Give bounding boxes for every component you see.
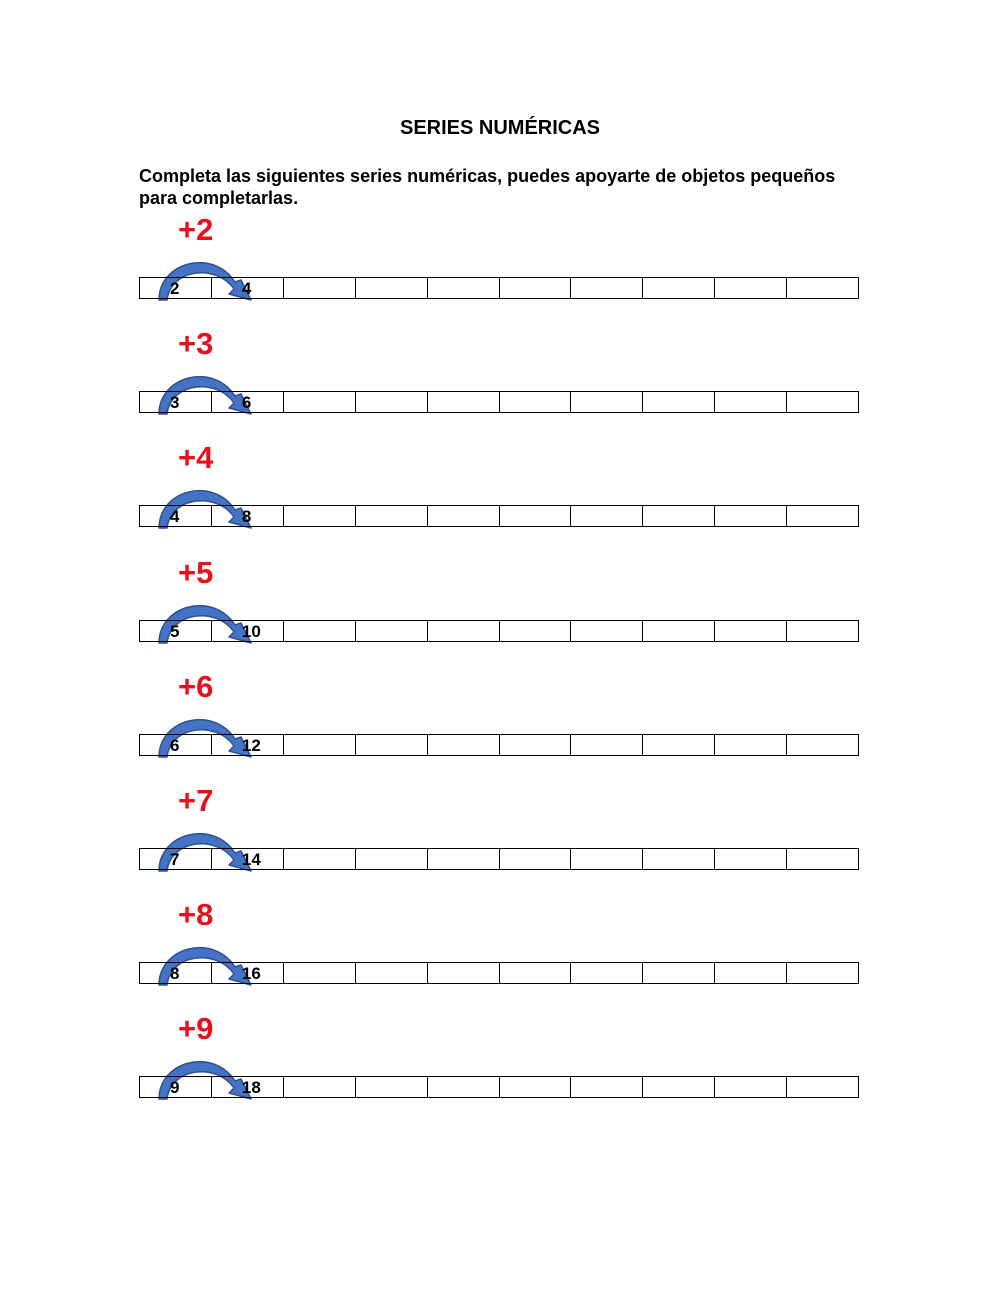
answer-cell[interactable]	[643, 278, 715, 298]
answer-cell[interactable]	[500, 506, 572, 526]
given-number-cell: 4	[212, 278, 284, 298]
answer-cell[interactable]	[715, 278, 787, 298]
given-number-cell: 16	[212, 963, 284, 983]
given-number-cell: 6	[212, 392, 284, 412]
answer-cell[interactable]	[787, 392, 859, 412]
given-number-cell: 18	[212, 1077, 284, 1097]
answer-cell[interactable]	[284, 735, 356, 755]
answer-cell[interactable]	[428, 1077, 500, 1097]
answer-cell[interactable]	[787, 621, 859, 641]
answer-cell[interactable]	[715, 621, 787, 641]
answer-cell[interactable]	[500, 621, 572, 641]
series-row	[139, 212, 859, 302]
answer-cell[interactable]	[500, 735, 572, 755]
number-cells	[139, 505, 859, 527]
answer-cell[interactable]	[571, 392, 643, 412]
number-cells	[139, 620, 859, 642]
given-number-cell: 4	[140, 506, 212, 526]
answer-cell[interactable]	[428, 849, 500, 869]
answer-cell[interactable]	[428, 506, 500, 526]
step-label: +2	[178, 212, 214, 247]
answer-cell[interactable]	[284, 1077, 356, 1097]
answer-cell[interactable]	[571, 849, 643, 869]
answer-cell[interactable]	[356, 735, 428, 755]
given-number-cell: 6	[140, 735, 212, 755]
answer-cell[interactable]	[356, 278, 428, 298]
answer-cell[interactable]	[356, 506, 428, 526]
instructions-text: Completa las siguientes series numéricas, puedes apoyarte de objetos pequeños para completarlas.	[139, 166, 836, 208]
step-label: +8	[178, 897, 214, 933]
answer-cell[interactable]	[715, 735, 787, 755]
answer-cell[interactable]	[571, 621, 643, 641]
step-label: +4	[178, 440, 214, 476]
answer-cell[interactable]	[500, 849, 572, 869]
given-number-cell: 8	[212, 506, 284, 526]
answer-cell[interactable]	[356, 392, 428, 412]
number-cells	[139, 962, 859, 984]
given-number-cell: 5	[140, 621, 212, 641]
answer-cell[interactable]	[787, 506, 859, 526]
answer-cell[interactable]	[787, 849, 859, 869]
answer-cell[interactable]	[356, 1077, 428, 1097]
answer-cell[interactable]	[643, 392, 715, 412]
answer-cell[interactable]	[500, 392, 572, 412]
answer-cell[interactable]	[643, 1077, 715, 1097]
step-label: +9	[178, 1011, 214, 1047]
series-row	[139, 440, 859, 530]
number-cells	[139, 848, 859, 870]
answer-cell[interactable]	[715, 392, 787, 412]
page-title: SERIES NUMÉRICAS	[399, 117, 601, 139]
number-cells	[139, 734, 859, 756]
answer-cell[interactable]	[787, 735, 859, 755]
answer-cell[interactable]	[284, 392, 356, 412]
answer-cell[interactable]	[715, 963, 787, 983]
given-number-cell: 2	[140, 278, 212, 298]
answer-cell[interactable]	[571, 735, 643, 755]
answer-cell[interactable]	[571, 506, 643, 526]
answer-cell[interactable]	[356, 963, 428, 983]
answer-cell[interactable]	[428, 621, 500, 641]
given-number-cell: 3	[140, 392, 212, 412]
answer-cell[interactable]	[284, 278, 356, 298]
step-label: +5	[178, 554, 214, 590]
number-cells	[139, 277, 859, 299]
series-row	[139, 897, 859, 987]
given-number-cell: 10	[212, 621, 284, 641]
answer-cell[interactable]	[571, 278, 643, 298]
answer-cell[interactable]	[356, 621, 428, 641]
series-row	[139, 1011, 859, 1101]
answer-cell[interactable]	[715, 506, 787, 526]
answer-cell[interactable]	[787, 1077, 859, 1097]
series-row	[139, 669, 859, 759]
given-number-cell: 7	[140, 849, 212, 869]
answer-cell[interactable]	[284, 963, 356, 983]
answer-cell[interactable]	[284, 506, 356, 526]
answer-cell[interactable]	[428, 963, 500, 983]
given-number-cell: 8	[140, 963, 212, 983]
answer-cell[interactable]	[428, 735, 500, 755]
answer-cell[interactable]	[643, 506, 715, 526]
answer-cell[interactable]	[643, 849, 715, 869]
series-row	[139, 783, 859, 873]
answer-cell[interactable]	[715, 1077, 787, 1097]
answer-cell[interactable]	[643, 621, 715, 641]
answer-cell[interactable]	[284, 621, 356, 641]
answer-cell[interactable]	[643, 963, 715, 983]
answer-cell[interactable]	[500, 278, 572, 298]
answer-cell[interactable]	[643, 735, 715, 755]
step-label: +7	[178, 783, 214, 818]
answer-cell[interactable]	[787, 963, 859, 983]
answer-cell[interactable]	[571, 963, 643, 983]
given-number-cell: 9	[140, 1077, 212, 1097]
given-number-cell: 12	[212, 735, 284, 755]
step-label: +6	[178, 668, 214, 704]
given-number-cell: 14	[212, 849, 284, 869]
answer-cell[interactable]	[715, 849, 787, 869]
answer-cell[interactable]	[284, 849, 356, 869]
answer-cell[interactable]	[428, 278, 500, 298]
answer-cell[interactable]	[787, 278, 859, 298]
series-row	[139, 326, 859, 416]
answer-cell[interactable]	[500, 1077, 572, 1097]
number-cells	[139, 391, 859, 413]
number-cells	[139, 1076, 859, 1098]
answer-cell[interactable]	[571, 1077, 643, 1097]
step-label: +3	[178, 326, 214, 362]
answer-cell[interactable]	[500, 963, 572, 983]
series-row	[139, 555, 859, 645]
answer-cell[interactable]	[356, 849, 428, 869]
answer-cell[interactable]	[428, 392, 500, 412]
